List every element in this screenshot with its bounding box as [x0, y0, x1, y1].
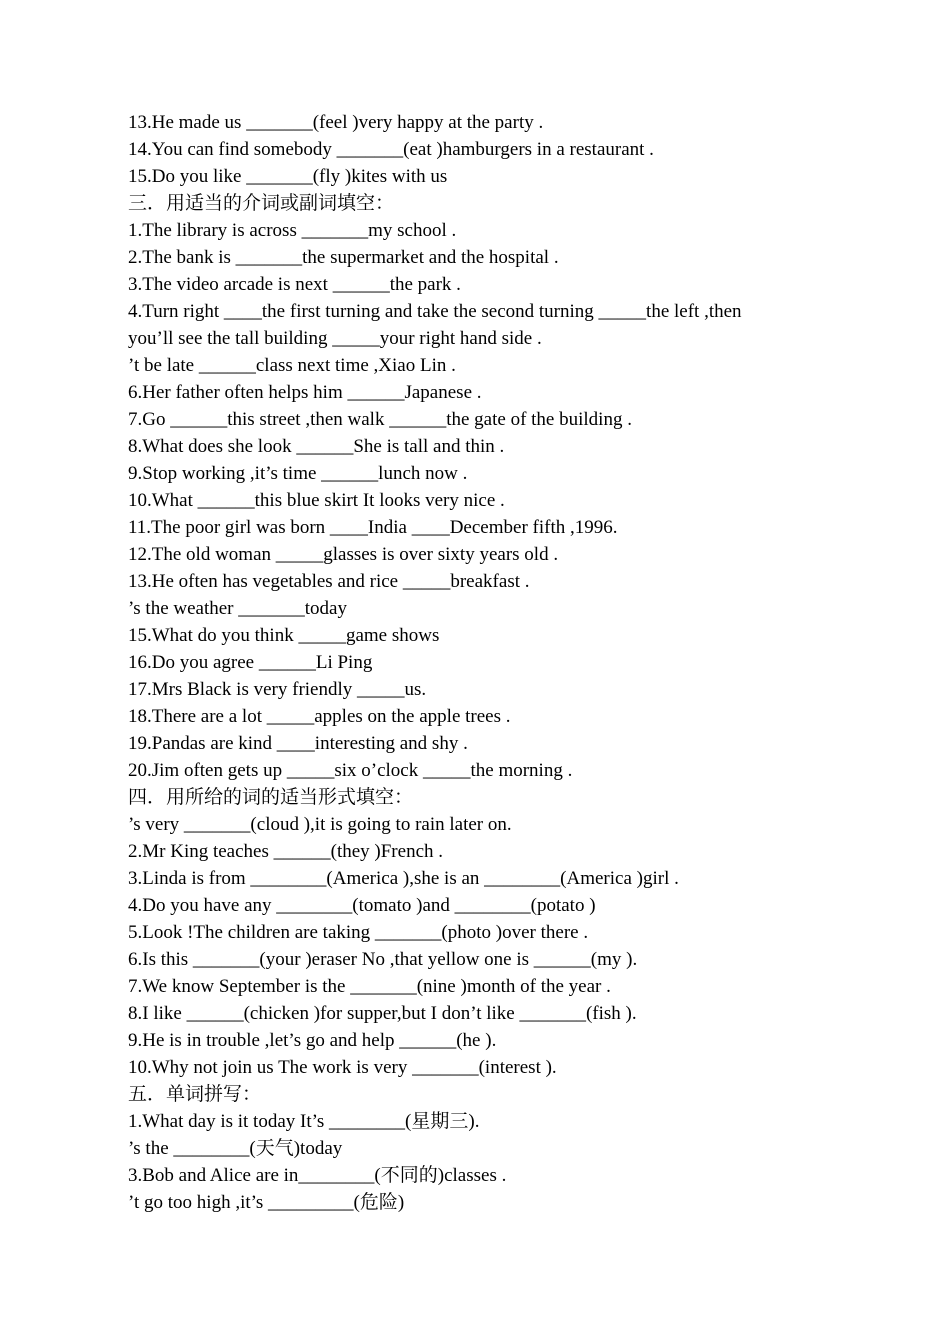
exercise-line: 20.Jim often gets up _____six o’clock _____the morning .	[128, 760, 573, 781]
exercise-line: 17.Mrs Black is very friendly _____us.	[128, 679, 427, 700]
exercise-line: 1.What day is it today It’s ________(星期三).	[128, 1111, 480, 1132]
exercise-line: 3.The video arcade is next ______the park .	[128, 274, 461, 295]
exercise-line: 2.The bank is _______the supermarket and the hospital .	[128, 247, 559, 268]
exercise-line: 1.The library is across _______my school .	[128, 220, 457, 241]
exercise-line: 13.He often has vegetables and rice _____breakfast .	[128, 571, 530, 592]
exercise-line: 2.Mr King teaches ______(they )French .	[128, 841, 444, 862]
exercise-line: 7.Go ______this street ,then walk ______the gate of the building .	[128, 409, 632, 430]
exercise-line: 7.We know September is the _______(nine )month of the year .	[128, 976, 611, 997]
exercise-line: 19.Pandas are kind ____interesting and shy .	[128, 733, 468, 754]
exercise-line: ’s the ________(天气)today	[128, 1138, 343, 1159]
exercise-line: 9.He is in trouble ,let’s go and help ______(he ).	[128, 1030, 497, 1051]
worksheet-page	[128, 109, 828, 1216]
exercise-line: 14.You can find somebody _______(eat )hamburgers in a restaurant .	[128, 139, 654, 160]
exercise-line: 8.What does she look ______She is tall and thin .	[128, 436, 505, 457]
exercise-line: 3.Bob and Alice are in________(不同的)classes .	[128, 1165, 507, 1186]
exercise-line: 3.Linda is from ________(America ),she is an ________(America )girl .	[128, 868, 679, 889]
section-heading: 三．用适当的介词或副词填空：	[128, 193, 395, 214]
exercise-line: ’s the weather _______today	[128, 598, 347, 619]
exercise-line: ’s very _______(cloud ),it is going to rain later on.	[128, 814, 512, 835]
exercise-line: 9.Stop working ,it’s time ______lunch now .	[128, 463, 468, 484]
exercise-line: ’t go too high ,it’s _________(危险)	[128, 1192, 405, 1213]
section-heading: 五．单词拼写：	[128, 1084, 262, 1105]
exercise-line: 8.I like ______(chicken )for supper,but I don’t like _______(fish ).	[128, 1003, 637, 1024]
exercise-line: 10.Why not join us The work is very _______(interest ).	[128, 1057, 557, 1078]
exercise-line: 13.He made us _______(feel )very happy at the party .	[128, 112, 544, 133]
exercise-line: 12.The old woman _____glasses is over sixty years old .	[128, 544, 559, 565]
exercise-line: 4.Do you have any ________(tomato )and ________(potato )	[128, 895, 596, 916]
exercise-line: 15.What do you think _____game shows	[128, 625, 440, 646]
exercise-line: 10.What ______this blue skirt It looks very nice .	[128, 490, 505, 511]
exercise-line: 15.Do you like _______(fly )kites with us	[128, 166, 448, 187]
section-heading: 四．用所给的词的适当形式填空：	[128, 787, 414, 808]
exercise-line: ’t be late ______class next time ,Xiao Lin .	[128, 355, 456, 376]
exercise-line: 6.Is this _______(your )eraser No ,that yellow one is ______(my ).	[128, 949, 638, 970]
exercise-line: you’ll see the tall building _____your right hand side .	[128, 328, 542, 349]
exercise-line: 11.The poor girl was born ____India ____December fifth ,1996.	[128, 517, 618, 538]
exercise-line: 5.Look !The children are taking _______(photo )over there .	[128, 922, 589, 943]
exercise-line: 6.Her father often helps him ______Japanese .	[128, 382, 482, 403]
exercise-line: 4.Turn right ____the first turning and take the second turning _____the left ,then	[128, 301, 742, 322]
exercise-line: 18.There are a lot _____apples on the apple trees .	[128, 706, 511, 727]
exercise-line: 16.Do you agree ______Li Ping	[128, 652, 373, 673]
